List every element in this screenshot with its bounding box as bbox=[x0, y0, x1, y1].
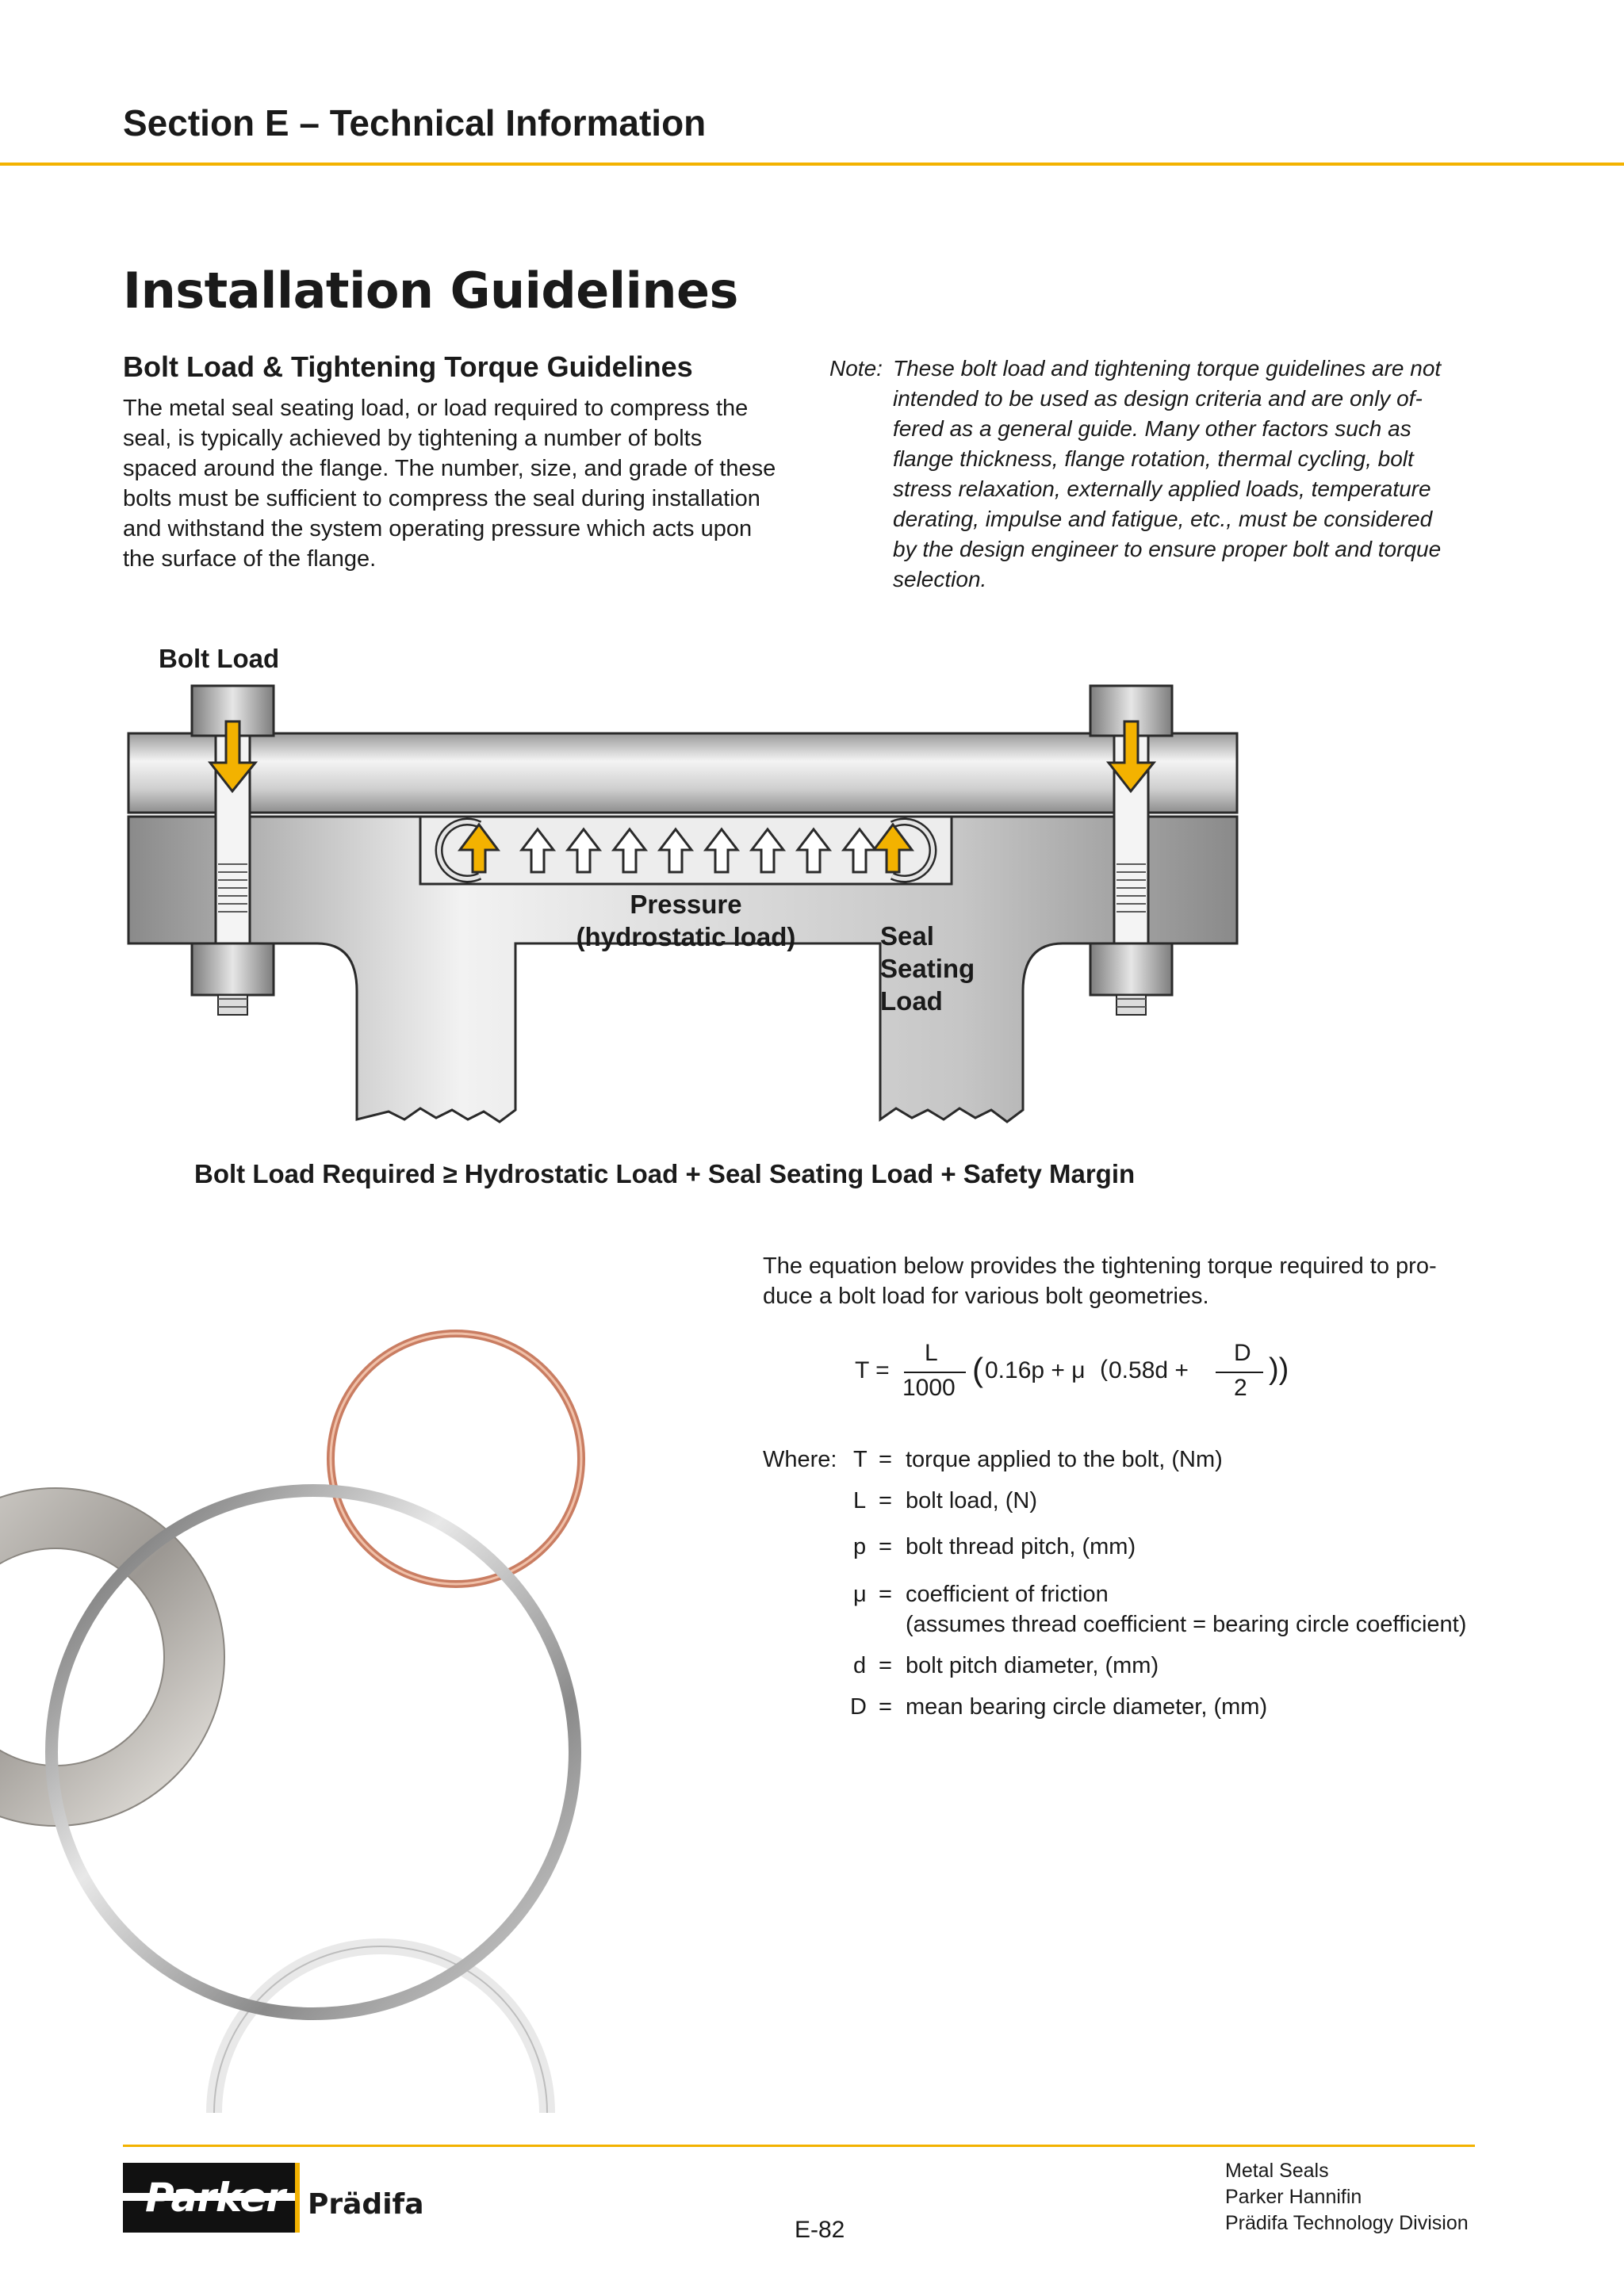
where-description: torque applied to the bolt, (Nm) bbox=[906, 1447, 1223, 1472]
where-description: bolt pitch diameter, (mm) bbox=[906, 1653, 1159, 1678]
pressure-label-line: (hydrostatic load) bbox=[576, 922, 796, 951]
seal-label-line: Seal bbox=[880, 921, 934, 951]
eq-lhs: T = bbox=[855, 1357, 890, 1383]
footer-rule bbox=[123, 2145, 1475, 2147]
torque-equation bbox=[855, 1340, 1299, 1403]
bolt-load-formula: Bolt Load Required ≥ Hydrostatic Load + Seal Seating Load + Safety Margin bbox=[194, 1159, 1136, 1188]
eq-frac1-den: 1000 bbox=[902, 1375, 956, 1401]
pressure-label bbox=[555, 888, 817, 953]
note-label: Note: bbox=[829, 356, 883, 381]
intro-line: bolts must be sufficient to compress the seal during installation bbox=[123, 486, 760, 511]
where-label: Where: bbox=[763, 1447, 837, 1472]
where-equals: = bbox=[879, 1534, 892, 1559]
page-number: E-82 bbox=[795, 2217, 845, 2243]
where-symbol: L bbox=[853, 1488, 867, 1513]
footer-line: Metal Seals bbox=[1225, 2160, 1329, 2182]
equation-intro-line: duce a bolt load for various bolt geometries. bbox=[763, 1284, 1209, 1309]
where-symbol: μ bbox=[853, 1582, 867, 1607]
where-description: bolt thread pitch, (mm) bbox=[906, 1534, 1136, 1559]
washer-ring bbox=[0, 1518, 194, 1796]
pressure-label-line: Pressure bbox=[630, 890, 742, 919]
where-equals: = bbox=[879, 1488, 892, 1513]
intro-paragraph bbox=[123, 393, 789, 574]
note-line: These bolt load and tightening torque guidelines are not bbox=[893, 356, 1442, 381]
seal-label-line: Seating bbox=[880, 954, 975, 983]
eq-frac2-den: 2 bbox=[1234, 1375, 1247, 1401]
where-symbol: T bbox=[853, 1447, 868, 1472]
note-line: selection. bbox=[893, 567, 987, 591]
eq-term2: 0.58d + bbox=[1109, 1357, 1189, 1383]
intro-heading: Bolt Load & Tightening Torque Guidelines bbox=[123, 350, 693, 383]
note-line: stress relaxation, externally applied loads, temperature bbox=[893, 476, 1431, 501]
intro-line: The metal seal seating load, or load required to compress the bbox=[123, 396, 749, 421]
eq-open-paren2: ( bbox=[1100, 1356, 1108, 1382]
white-ring bbox=[214, 1946, 547, 2113]
note-block bbox=[829, 354, 1480, 595]
intro-line: seal, is typically achieved by tightening a number of bolts bbox=[123, 426, 703, 451]
footer-line: Prädifa Technology Division bbox=[1225, 2212, 1469, 2234]
intro-line: the surface of the flange. bbox=[123, 546, 377, 572]
where-symbol: d bbox=[853, 1653, 867, 1678]
equation-intro bbox=[763, 1251, 1477, 1311]
logo-divider bbox=[295, 2163, 300, 2233]
eq-frac1-num: L bbox=[925, 1340, 938, 1366]
footer-info bbox=[1225, 2158, 1469, 2237]
upper-flange bbox=[128, 733, 1237, 813]
note-line: flange thickness, flange rotation, thermal cycling, bolt bbox=[893, 446, 1414, 471]
equation-intro-line: The equation below provides the tightening torque required to pro- bbox=[763, 1253, 1437, 1279]
note-line: derating, impulse and fatigue, etc., must be considered bbox=[893, 507, 1433, 531]
footer-line: Parker Hannifin bbox=[1225, 2186, 1362, 2208]
eq-frac2-bar bbox=[1216, 1372, 1263, 1373]
eq-close-parens: )) bbox=[1269, 1353, 1289, 1386]
note-line: fered as a general guide. Many other factors such as bbox=[893, 416, 1411, 441]
pradifa-brand: Prädifa bbox=[308, 2188, 424, 2221]
copper-ring bbox=[331, 1334, 581, 1584]
where-equals: = bbox=[879, 1582, 892, 1607]
where-description-note: (assumes thread coefficient = bearing circle coefficient) bbox=[906, 1612, 1467, 1637]
where-equals: = bbox=[879, 1653, 892, 1678]
header-rule bbox=[0, 163, 1624, 166]
section-title: Section E – Technical Information bbox=[123, 102, 707, 144]
bolt-load-label: Bolt Load bbox=[159, 644, 280, 673]
intro-line: spaced around the flange. The number, size, and grade of these bbox=[123, 456, 776, 481]
where-symbol: D bbox=[850, 1694, 867, 1720]
where-equals: = bbox=[879, 1447, 892, 1472]
seal-label-line: Load bbox=[880, 986, 943, 1016]
logo-text: Parker bbox=[145, 2175, 285, 2221]
eq-frac2-num: D bbox=[1234, 1340, 1251, 1366]
note-line: intended to be used as design criteria and are only of- bbox=[893, 386, 1423, 411]
note-line: by the design engineer to ensure proper bolt and torque bbox=[893, 537, 1442, 561]
parker-logo bbox=[123, 2163, 299, 2233]
where-symbol: p bbox=[853, 1534, 867, 1559]
where-description: bolt load, (N) bbox=[906, 1488, 1038, 1513]
where-equals: = bbox=[879, 1694, 892, 1720]
eq-frac1-bar bbox=[904, 1372, 966, 1373]
eq-term1: 0.16p + μ bbox=[985, 1357, 1086, 1383]
where-description: mean bearing circle diameter, (mm) bbox=[906, 1694, 1268, 1720]
metal-seals-photo bbox=[0, 1245, 745, 2141]
page-title: Installation Guidelines bbox=[123, 262, 738, 320]
intro-line: and withstand the system operating pressure which acts upon bbox=[123, 516, 753, 541]
seal-seating-label bbox=[880, 920, 975, 1017]
where-description: coefficient of friction bbox=[906, 1582, 1109, 1607]
eq-open-paren: ( bbox=[972, 1351, 983, 1388]
